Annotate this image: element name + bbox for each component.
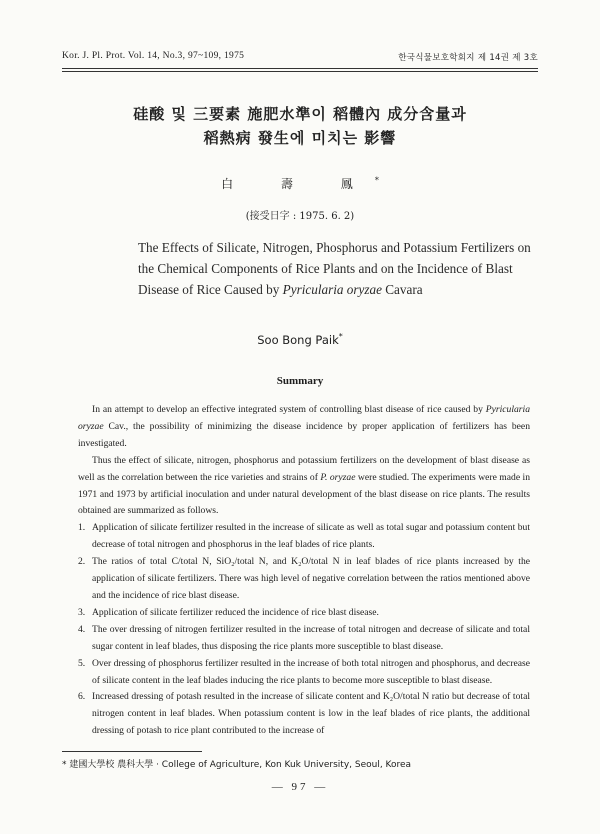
finding-text: Application of silicate fertilizer reduced the incidence of rice blast disease. [92,606,379,618]
finding-number: 6. [78,691,86,703]
english-title-text: The Effects of Silicate, Nitrogen, Phosphorus and Potassium Fertilizers on the Chemical Components of Rice Plants and on the Incidence of Blast Disease of Rice Caused by [138,240,531,297]
english-author [0,332,600,347]
species-name: P. oryzae [320,471,356,483]
english-title [138,237,548,300]
finding-text: Application of silicate fertilizer resulted in the increase of silicate as well as total sugar and potassium content but decrease of total nitrogen and phosphorus in the leaf blades of rice plants. [92,522,530,551]
finding-number: 2. [78,556,86,568]
journal-korean-citation: 한국식물보호학회지 제 14권 제 3호 [398,53,538,63]
korean-author-name: 白 壽 鳳 [221,177,375,191]
summary-paragraph-1 [78,402,530,453]
author-footnote-mark: * [374,176,379,185]
korean-author [0,175,600,192]
finding-text: Over dressing of phosphorus fertilizer resulted in the increase of both total nitrogen and phosphorus, and decrease of silicate content in the leaf blades inducing the rice plants to become more susceptible to blast disease. [92,657,530,686]
summary-paragraph-2 [78,453,530,521]
summary-heading: Summary [276,375,324,387]
english-title-authority: Cavara [381,282,423,297]
page-number: — 97 — [271,781,329,793]
paragraph-text: were studied. The experiments were made in 1971 and 1973 by artificial inoculation and under natural development of the blast disease on rice plants. The results obtained are summarized as follows. [78,471,531,517]
finding-text: The ratios of total C/total N, SiO₂/total N, and K₂O/total N in leaf blades of rice plants increased by the application of silicate fertilizers. There was high level of negative correlation between the ratios mentioned above and the incidence of rice blast disease. [92,556,530,601]
paragraph-text: Cav., the possibility of minimizing the disease incidence by proper application of fertilizers has been investigated. [78,420,530,449]
finding-number: 4. [78,623,86,635]
author-affiliation-footnote: * 建國大學校 農科大學 · College of Agriculture, Kon Kuk University, Seoul, Korea [62,760,412,770]
summary-body [78,402,530,740]
species-name: Pyricularia oryzae [78,404,530,432]
paragraph-text: Thus the effect of silicate, nitrogen, phosphorus and potassium fertilizers on the development of blast disease as well as the correlation between the rice varieties and strains of [78,454,530,483]
running-header [62,51,538,65]
footnote-rule [62,751,202,752]
finding-number: 5. [78,657,86,669]
finding-item [78,554,530,605]
findings-list [78,520,530,740]
finding-item [78,656,530,690]
received-date: (接受日字 : 1975. 6. 2) [245,211,355,222]
finding-text: Increased dressing of potash resulted in the increase of silicate content and K₂O/total N ratio but decrease of total nitrogen content in leaf blades. When potassium content is low in the leaf blades of rice plants, the additional dressing of potash to rice plant contributed to the increase of [92,691,530,737]
english-title-species: Pyricularia oryzae [282,282,382,297]
finding-text: The over dressing of nitrogen fertilizer resulted in the increase of total nitrogen and decrease of silicate and total sugar content in leaf blades, thus disposing the rice plants more susceptible to blast disease. [92,623,530,652]
header-rule-thin [62,71,538,72]
english-author-name: Soo Bong Paik [257,332,339,347]
header-rule [62,68,538,69]
finding-item [78,605,530,622]
finding-item [78,689,530,740]
finding-item [78,622,530,656]
korean-title-line-2: 稻熱病 發生에 미치는 影響 [203,129,397,147]
finding-number: 1. [78,522,86,534]
finding-number: 3. [78,606,86,618]
finding-item [78,520,530,554]
english-author-mark: * [338,332,343,341]
journal-citation: Kor. J. Pl. Prot. Vol. 14, No.3, 97~109, 1975 [62,51,245,61]
paragraph-text: In an attempt to develop an effective integrated system of controlling blast disease of rice caused by [92,404,486,415]
korean-title-line-1: 硅酸 및 三要素 施肥水準이 稻體內 成分含量과 [133,105,467,123]
